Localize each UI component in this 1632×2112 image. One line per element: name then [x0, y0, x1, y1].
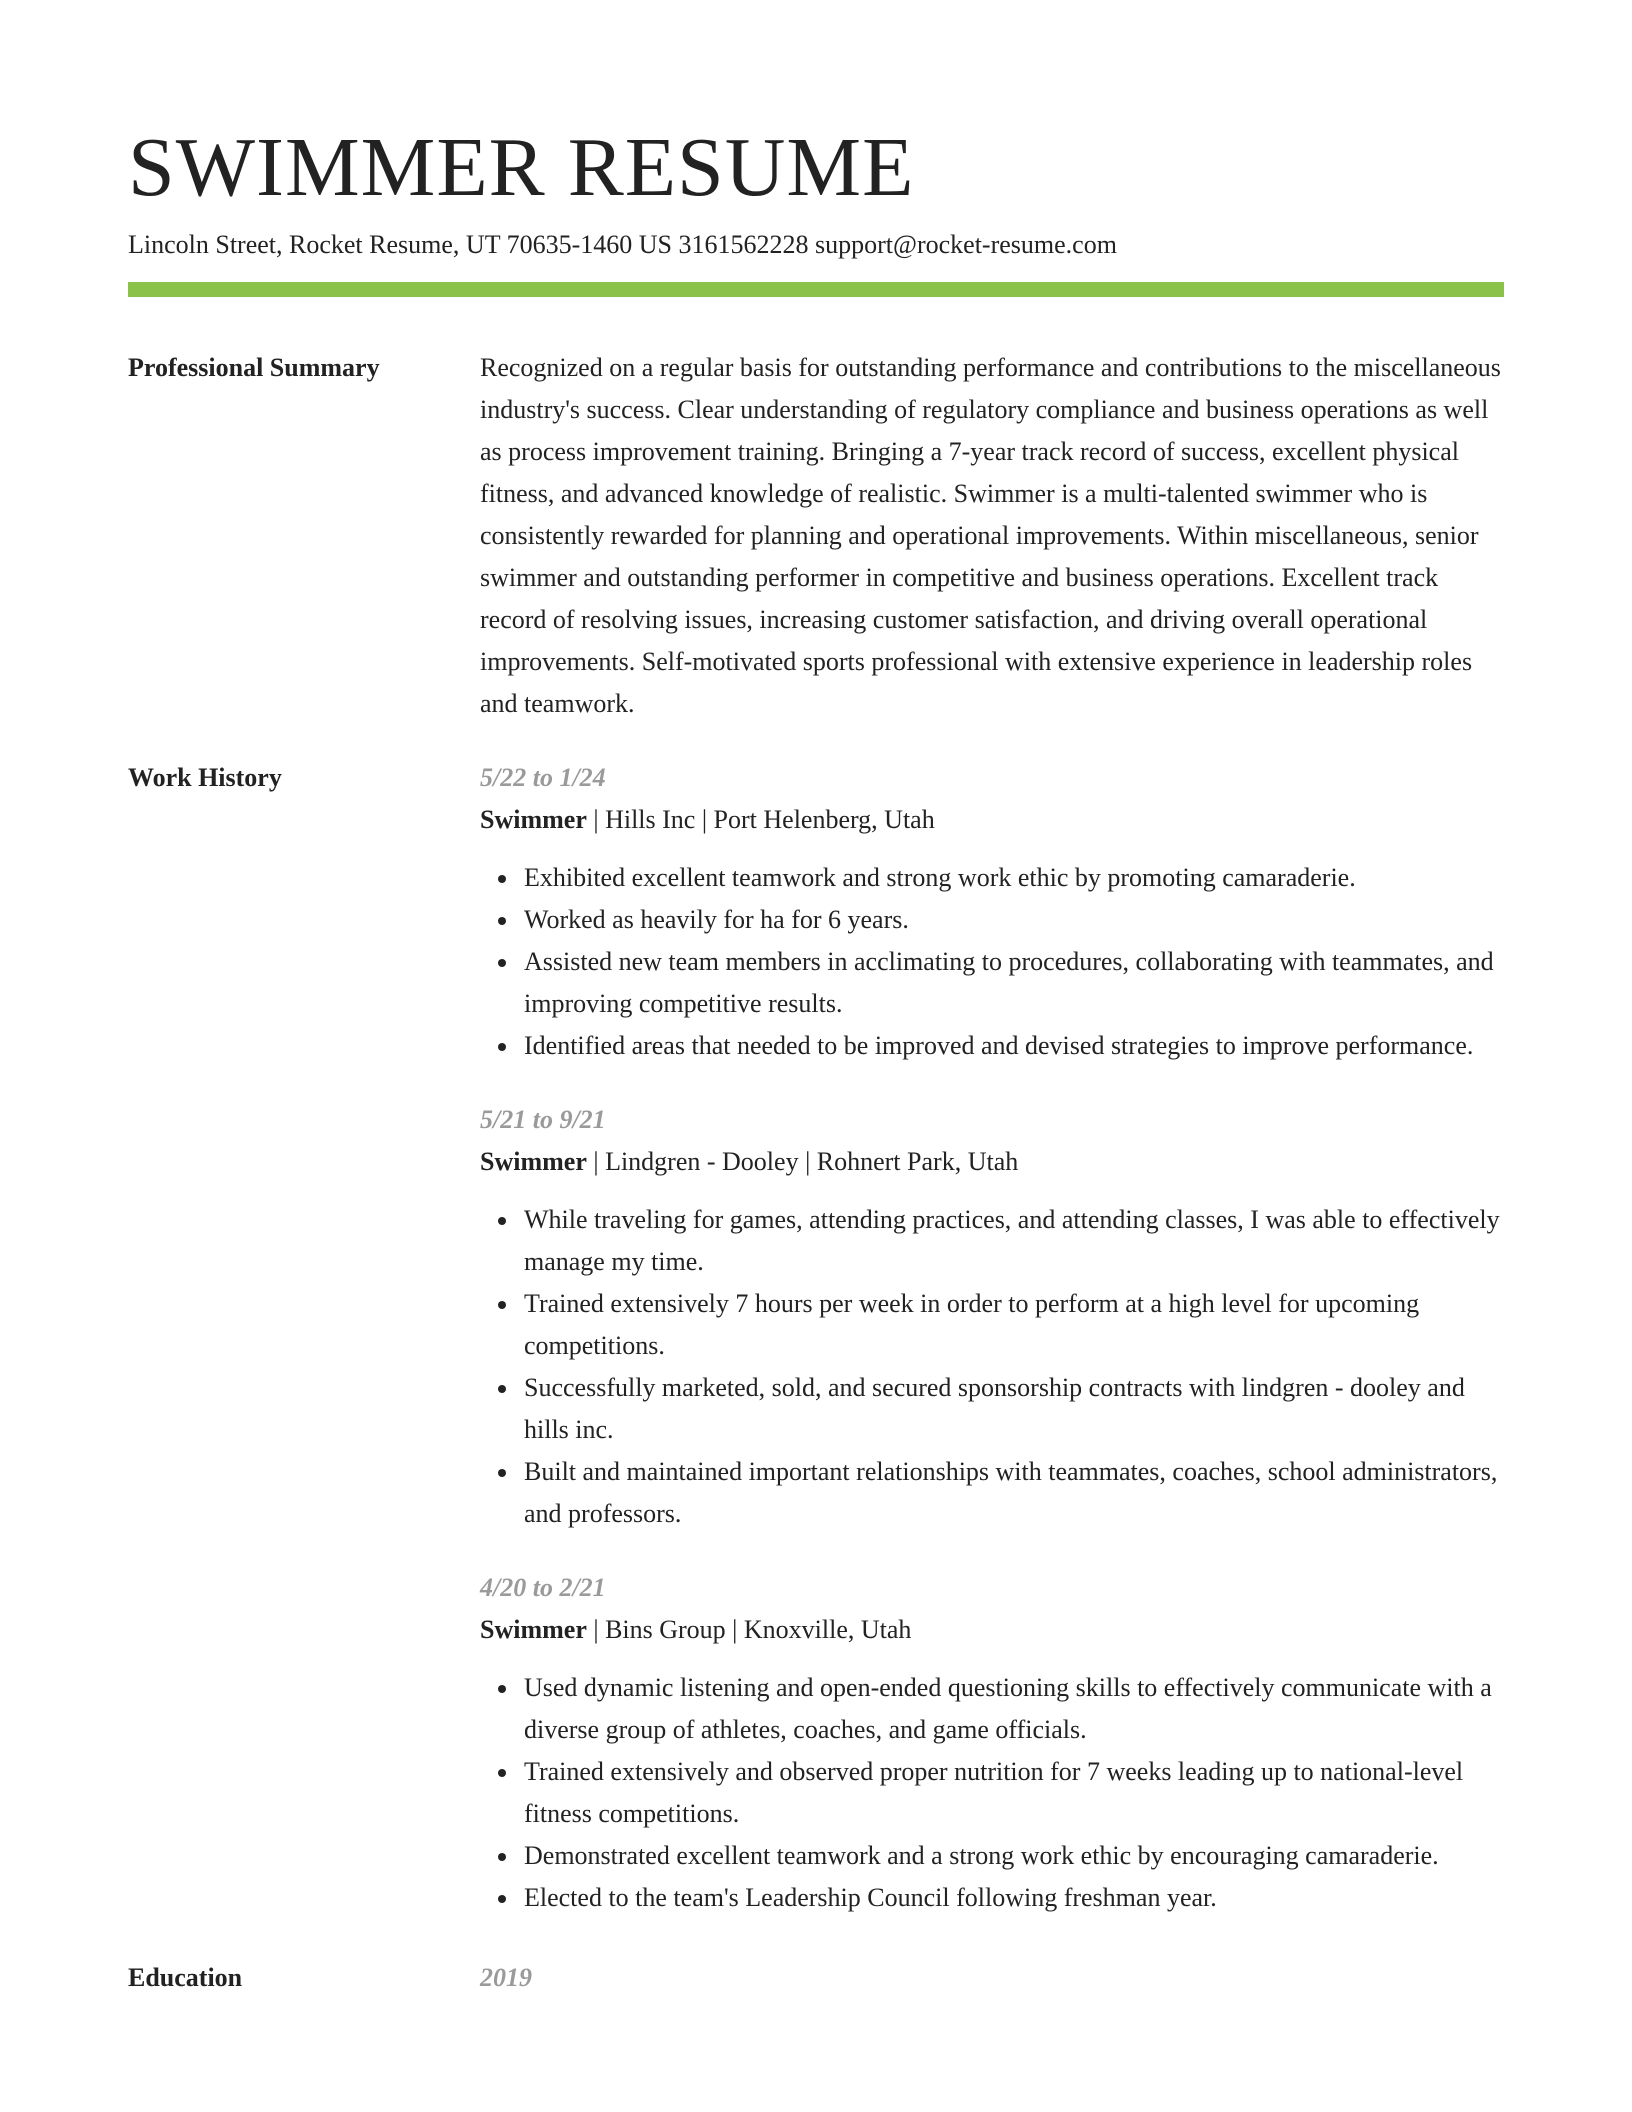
education-section — [128, 1957, 1504, 1999]
job-title: Swimmer — [480, 1615, 587, 1644]
job-bullet — [524, 1283, 1504, 1367]
job-title: Swimmer — [480, 805, 587, 834]
education-year: 2019 — [480, 1963, 532, 1992]
job-bullet — [524, 1199, 1504, 1283]
resume-page — [128, 118, 1504, 1999]
job-bullet — [524, 1751, 1504, 1835]
job-bullet-list — [480, 1199, 1504, 1535]
job-dates: 4/20 to 2/21 — [480, 1573, 606, 1602]
job-employer-location: | Bins Group | Knoxville, Utah — [586, 1615, 912, 1644]
job-bullet-text: Exhibited excellent teamwork and strong work ethic by promoting camaraderie. — [524, 863, 1356, 892]
job-bullet-text: Trained extensively and observed proper nutrition for 7 weeks leading up to national-level fitness competitions. — [524, 1757, 1464, 1828]
job-entry — [480, 757, 1504, 1067]
job-dates: 5/22 to 1/24 — [480, 763, 606, 792]
bullet-dot-icon — [498, 1853, 506, 1861]
job-bullet — [524, 1025, 1504, 1067]
job-bullet-text: Demonstrated excellent teamwork and a strong work ethic by encouraging camaraderie. — [524, 1841, 1439, 1870]
job-bullet-text: Built and maintained important relationships with teammates, coaches, school administrators, and professors. — [524, 1457, 1498, 1528]
job-bullet-text: Trained extensively 7 hours per week in order to perform at a high level for upcoming competitions. — [524, 1289, 1420, 1360]
bullet-dot-icon — [498, 1685, 506, 1693]
section-label-summary: Professional Summary — [128, 353, 380, 382]
work-history-body — [480, 757, 1504, 1919]
job-bullet-text: Worked as heavily for ha for 6 years. — [524, 905, 909, 934]
job-dates: 5/21 to 9/21 — [480, 1105, 606, 1134]
job-bullet — [524, 899, 1504, 941]
bullet-dot-icon — [498, 1385, 506, 1393]
summary-text: Recognized on a regular basis for outstanding performance and contributions to the miscellaneous industry's success. Clear understanding of regulatory compliance and business operations as well as process improvement training. Bringing a 7-year track record of success, excellent physical fitness, and advanced knowledge of realistic. Swimmer is a multi-talented swimmer who is consistently rewarded for planning and operational improvements. Within miscellaneous, senior swimmer and outstanding performer in competitive and business operations. Excellent track record of resolving issues, increasing customer satisfaction, and driving overall operational improvements. Self-motivated sports professional with extensive experience in leadership roles and teamwork. — [480, 353, 1501, 718]
job-bullet-text: Used dynamic listening and open-ended questioning skills to effectively communicate with a diverse group of athletes, coaches, and game officials. — [524, 1673, 1492, 1744]
bullet-dot-icon — [498, 1043, 506, 1051]
job-bullet — [524, 857, 1504, 899]
bullet-dot-icon — [498, 1301, 506, 1309]
job-bullet-list — [480, 857, 1504, 1067]
job-bullet-list — [480, 1667, 1504, 1919]
education-body — [480, 1957, 1504, 1999]
section-label-work-history: Work History — [128, 763, 282, 792]
job-bullet-text: Elected to the team's Leadership Council following freshman year. — [524, 1883, 1217, 1912]
job-title: Swimmer — [480, 1147, 587, 1176]
job-bullet — [524, 941, 1504, 1025]
job-bullet — [524, 1451, 1504, 1535]
bullet-dot-icon — [498, 917, 506, 925]
section-label-education: Education — [128, 1963, 243, 1992]
job-entry — [480, 1099, 1504, 1535]
bullet-dot-icon — [498, 959, 506, 967]
job-heading — [480, 799, 1504, 841]
job-employer-location: | Hills Inc | Port Helenberg, Utah — [586, 805, 935, 834]
accent-divider — [128, 282, 1504, 297]
job-bullet — [524, 1835, 1504, 1877]
job-bullet — [524, 1877, 1504, 1919]
job-bullet-text: Identified areas that needed to be improved and devised strategies to improve performance. — [524, 1031, 1474, 1060]
job-heading — [480, 1141, 1504, 1183]
job-bullet-text: Successfully marketed, sold, and secured sponsorship contracts with lindgren - dooley and hills inc. — [524, 1373, 1465, 1444]
professional-summary-section — [128, 347, 1504, 725]
job-heading — [480, 1609, 1504, 1651]
work-history-section — [128, 757, 1504, 1919]
job-bullet — [524, 1667, 1504, 1751]
bullet-dot-icon — [498, 1469, 506, 1477]
job-bullet-text: Assisted new team members in acclimating to procedures, collaborating with teammates, and improving competitive results. — [524, 947, 1494, 1018]
job-bullet-text: While traveling for games, attending practices, and attending classes, I was able to effectively manage my time. — [524, 1205, 1500, 1276]
job-entry — [480, 1567, 1504, 1919]
resume-title: SWIMMER RESUME — [128, 121, 915, 214]
bullet-dot-icon — [498, 875, 506, 883]
contact-line: Lincoln Street, Rocket Resume, UT 70635-1460 US 3161562228 support@rocket-resume.com — [128, 230, 1117, 259]
job-bullet — [524, 1367, 1504, 1451]
bullet-dot-icon — [498, 1895, 506, 1903]
job-employer-location: | Lindgren - Dooley | Rohnert Park, Utah — [586, 1147, 1019, 1176]
bullet-dot-icon — [498, 1769, 506, 1777]
bullet-dot-icon — [498, 1217, 506, 1225]
summary-body — [480, 347, 1504, 725]
